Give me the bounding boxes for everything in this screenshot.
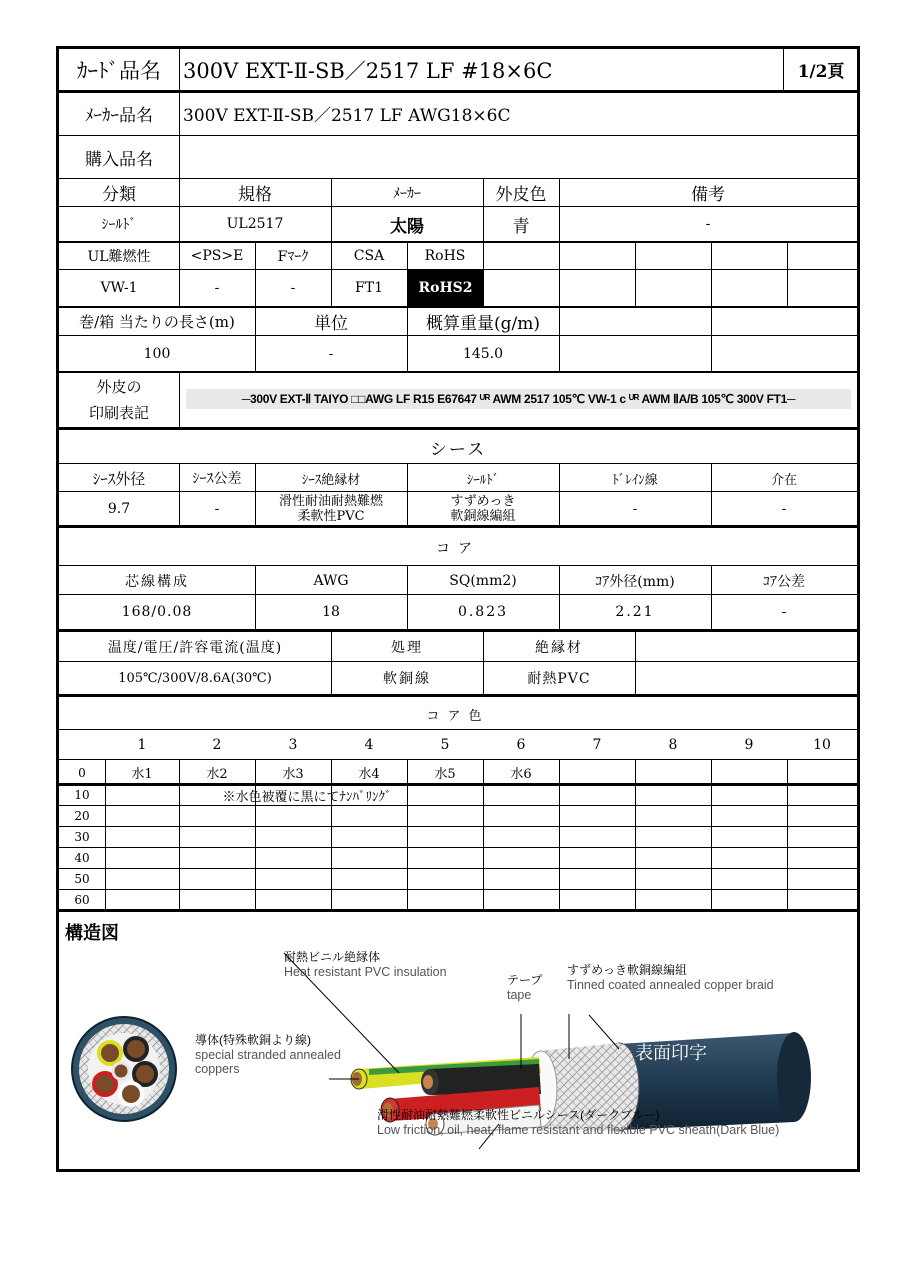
print-label-line2: 印刷表記 <box>88 404 149 422</box>
maker-name-label: ﾒｰｶｰ品名 <box>85 105 153 126</box>
structure-title: 構造図 <box>65 923 119 944</box>
conductor-label-en1: special stranded annealed <box>195 1048 341 1062</box>
sheath-value-filler: - <box>781 500 787 517</box>
core-color-col-4: 4 <box>364 737 374 753</box>
length-value-length: 100 <box>143 345 171 362</box>
class-header-maker: ﾒｰｶｰ <box>393 185 421 202</box>
cert-value-fmark: - <box>290 280 296 296</box>
sheath-header-material: ｼｰｽ絶縁材 <box>301 472 361 488</box>
core-color-row-label: 40 <box>74 851 90 865</box>
core-color-cell: 水4 <box>358 767 380 782</box>
print-label-line1: 外皮の <box>96 378 142 396</box>
tape-label <box>507 971 542 1002</box>
braid-label <box>567 961 774 992</box>
cert-header-pse: <PS>E <box>190 248 244 264</box>
braid-label-en: Tinned coated annealed copper braid <box>567 978 774 992</box>
sheath-title-row <box>59 432 857 462</box>
core-color-title: コア色 <box>426 708 490 724</box>
length-value-weight: 145.0 <box>462 345 504 362</box>
core-color-row-label: 60 <box>74 892 90 907</box>
sheath-header-shield: ｼｰﾙﾄﾞ <box>466 472 500 488</box>
sheath-material-line1: 滑性耐油耐熱難燃 <box>278 493 383 509</box>
core-header-od: ｺｱ外径(mm) <box>595 573 675 590</box>
temp-header-treatment: 処理 <box>391 639 423 656</box>
class-value-jacket-color: 青 <box>512 216 530 237</box>
card-name-label: ｶｰﾄﾞ品名 <box>77 58 161 83</box>
length-header-length: 巻/箱 当たりの長さ(m) <box>79 313 235 331</box>
core-title: コア <box>436 541 480 557</box>
core-header-strand: 芯線構成 <box>125 573 189 590</box>
sheath-label <box>377 1106 779 1137</box>
core-value-row <box>59 595 857 629</box>
core-color-col-9: 9 <box>744 737 754 753</box>
cert-header-rohs: RoHS <box>424 248 466 264</box>
class-value-category: ｼｰﾙﾄﾞ <box>101 217 137 233</box>
core-value-awg: 18 <box>322 604 340 620</box>
class-value-maker: 太陽 <box>390 216 424 237</box>
core-color-col-6: 6 <box>516 737 526 753</box>
core-color-row-label: 10 <box>74 788 90 802</box>
jacket-print-text: ─300V EXT-Ⅱ TAIYO □□AWG LF R15 E67647 ᵁᴿ AWM 2517 105℃ VW-1 c ᵁᴿ AWM ⅡA/B 105℃ 300V FT1─ <box>186 389 851 409</box>
core-color-title-row <box>59 699 857 729</box>
sheath-label-jp: 滑性耐油耐熱難燃柔軟性ビニルシース(ダークブルー) <box>377 1108 660 1122</box>
core-header-sq: SQ(mm2) <box>449 572 517 589</box>
cert-value-ul: VW-1 <box>100 280 138 296</box>
class-header-standard: 規格 <box>238 185 272 205</box>
temp-value-rating: 105℃/300V/8.6A(30℃) <box>118 670 272 686</box>
core-color-cell: 水3 <box>282 767 304 782</box>
core-color-row-label: 30 <box>74 830 90 844</box>
cert-value-rohs: RoHS2 <box>408 270 483 306</box>
class-header-remarks: 備考 <box>691 185 725 205</box>
temp-value-row <box>59 662 857 694</box>
cert-value-pse: - <box>214 280 220 296</box>
core-color-row-label: 20 <box>74 809 90 823</box>
tape-label-jp: テープ <box>507 973 543 987</box>
temp-header-row <box>59 632 857 661</box>
conductor-label <box>195 1031 341 1076</box>
cert-header-csa: CSA <box>353 248 385 264</box>
core-color-cell <box>559 762 635 783</box>
core-color-col-8: 8 <box>668 737 678 753</box>
spec-sheet <box>56 46 860 1172</box>
core-color-cell: 水6 <box>510 767 532 782</box>
class-header-jacket-color: 外皮色 <box>495 185 547 205</box>
core-color-cell: 水1 <box>131 767 153 782</box>
length-header-unit: 単位 <box>314 314 348 334</box>
card-name-value: 300V EXT-Ⅱ-SB／2517 LF #18×6C <box>183 58 553 83</box>
purchase-name-value <box>179 136 857 178</box>
cert-header-ul: UL難燃性 <box>87 249 151 265</box>
core-header-tolerance: ｺｱ公差 <box>763 573 805 590</box>
tape-label-en: tape <box>507 988 532 1002</box>
length-value-unit: - <box>328 345 334 362</box>
length-header-row <box>59 308 857 335</box>
core-color-note: ※水色被覆に黒にてﾅﾝﾊﾞﾘﾝｸﾞ <box>222 789 392 805</box>
sheath-header-tolerance: ｼｰｽ公差 <box>192 471 242 487</box>
braid-label-jp: すずめっき軟銅線編組 <box>567 963 688 977</box>
temp-header-insulation: 絶縁材 <box>535 639 583 656</box>
core-color-col-2: 2 <box>212 737 222 753</box>
class-header-category: 分類 <box>102 185 136 205</box>
surface-print-label: 表面印字 <box>635 1043 707 1064</box>
core-color-col-10: 10 <box>813 737 831 753</box>
core-color-cell <box>711 762 787 783</box>
conductor-label-jp: 導体(特殊軟銅より線) <box>195 1033 311 1047</box>
sheath-value-material <box>255 492 407 525</box>
core-color-cell <box>787 762 857 783</box>
maker-name-value: 300V EXT-Ⅱ-SB／2517 LF AWG18×6C <box>183 105 511 126</box>
sheath-header-filler: 介在 <box>770 472 797 488</box>
core-value-strand: 168/0.08 <box>121 604 193 620</box>
core-header-row <box>59 567 857 594</box>
core-color-col-5: 5 <box>440 737 450 753</box>
core-color-row-label: 50 <box>74 872 90 886</box>
insulation-label-en: Heat resistant PVC insulation <box>284 965 447 979</box>
core-color-col-3: 3 <box>288 737 298 753</box>
cert-header-fmark: Fﾏｰｸ <box>277 249 309 265</box>
sheath-label-en: Low friction, oil, heat, flame resistant and flexible PVC sheath(Dark Blue) <box>377 1123 780 1137</box>
temp-value-treatment: 軟銅線 <box>383 671 431 687</box>
length-header-weight: 概算重量(g/m) <box>426 314 540 334</box>
core-header-awg: AWG <box>313 572 349 589</box>
core-color-cell <box>635 762 711 783</box>
core-value-tolerance: - <box>781 604 787 620</box>
core-color-col-1: 1 <box>137 737 147 753</box>
temp-header-rating: 温度/電圧/許容電流(温度) <box>107 639 283 656</box>
core-color-col-7: 7 <box>592 737 602 753</box>
class-value-remarks: - <box>705 216 711 232</box>
insulation-label <box>284 948 447 979</box>
core-color-header-row <box>59 731 857 759</box>
temp-value-insulation: 耐熱PVC <box>527 671 591 687</box>
cert-value-csa: FT1 <box>355 280 383 296</box>
print-label-title <box>59 373 179 427</box>
sheath-material-line2: 柔軟性PVC <box>297 508 365 524</box>
conductor-label-en2: coppers <box>195 1062 240 1076</box>
sheath-shield-line1: すずめっき <box>450 493 516 509</box>
sheath-value-shield <box>407 492 559 525</box>
sheath-value-od: 9.7 <box>107 500 131 517</box>
sheath-header-od: ｼｰｽ外径 <box>92 469 146 488</box>
page-number: 1/2頁 <box>797 62 845 82</box>
core-color-cell: 水2 <box>206 767 228 782</box>
sheath-value-drain: - <box>632 500 638 517</box>
core-value-sq: 0.823 <box>457 604 509 620</box>
core-title-row <box>59 532 857 564</box>
core-value-od: 2.21 <box>615 604 655 620</box>
insulation-label-jp: 耐熱ビニル絶縁体 <box>284 950 381 964</box>
core-color-row-label: 0 <box>78 765 86 780</box>
sheath-header-drain: ﾄﾞﾚｲﾝ線 <box>612 472 658 488</box>
sheath-title: シース <box>429 439 487 460</box>
purchase-name-label: 購入品名 <box>85 149 153 170</box>
sheath-shield-line2: 軟銅線編組 <box>450 508 516 524</box>
cable-cross-section <box>72 1017 176 1121</box>
sheath-value-tolerance: - <box>214 500 220 517</box>
core-color-cell: 水5 <box>434 767 456 782</box>
length-value-row <box>59 336 857 371</box>
class-value-standard: UL2517 <box>226 216 284 232</box>
